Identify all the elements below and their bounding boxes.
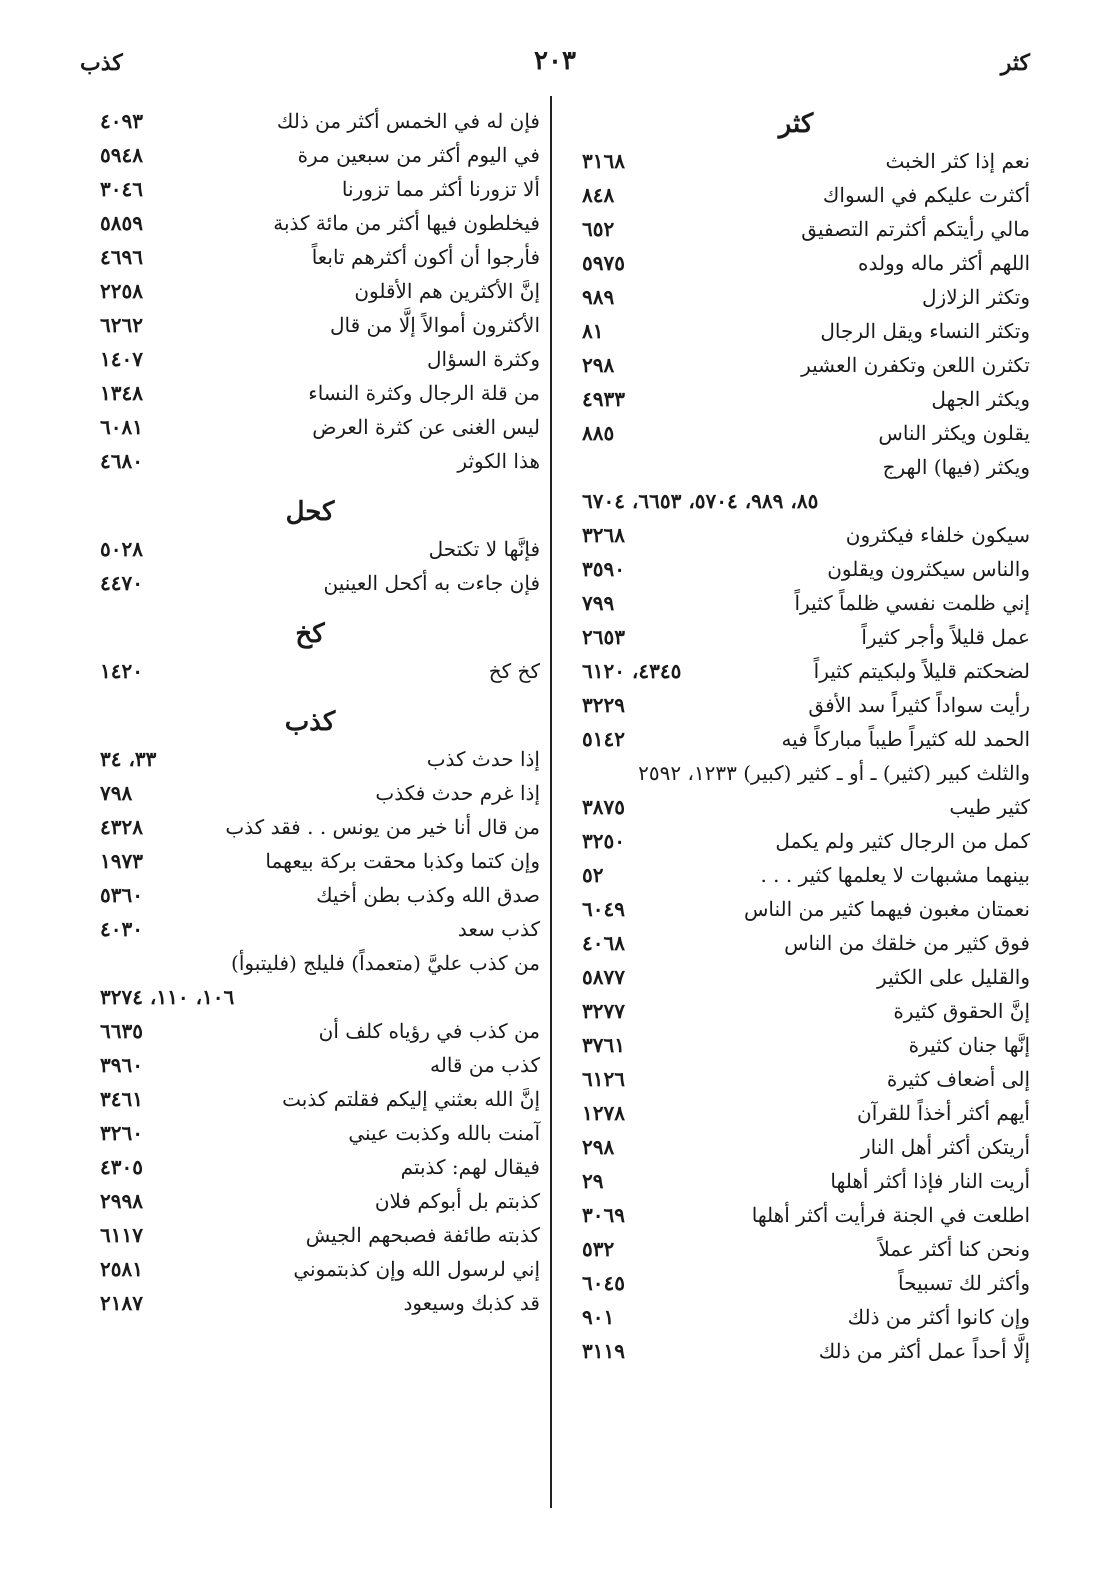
entry-text: نعم إذا كثر الخبث bbox=[885, 149, 1030, 173]
index-entry bbox=[562, 824, 1030, 858]
entry-text: الأكثرون أموالاً إلَّا من قال bbox=[330, 313, 540, 337]
entry-reference: ٣٠٦٩ bbox=[582, 1203, 625, 1227]
section-heading: كثر bbox=[778, 109, 814, 139]
entry-reference: ٨٥، ٩٨٩، ٥٧٠٤، ٦٦٥٣، ٦٧٠٤ bbox=[582, 489, 819, 513]
entry-text: وأكثر لك تسبيحاً bbox=[898, 1271, 1030, 1295]
index-entry bbox=[562, 280, 1030, 314]
section-heading: كذب bbox=[284, 707, 336, 737]
index-entry bbox=[562, 178, 1030, 212]
entry-reference: ٢٩ bbox=[582, 1169, 604, 1193]
entry-reference: ٧٩٨ bbox=[100, 781, 133, 805]
index-entry bbox=[562, 858, 1030, 892]
entry-text: لضحكتم قليلاً ولبكيتم كثيراً bbox=[813, 659, 1030, 683]
header-left-word: كذب bbox=[80, 50, 123, 76]
entry-text: من قال أنا خير من يونس . . فقد كذب bbox=[225, 815, 540, 839]
entry-reference: ٥٨٥٩ bbox=[100, 211, 143, 235]
index-entry bbox=[562, 348, 1030, 382]
entry-text: أريتكن أكثر أهل النار bbox=[861, 1135, 1030, 1159]
entry-reference: ٩٨٩ bbox=[582, 285, 615, 309]
entry-text: وتكثر الزلازل bbox=[922, 285, 1030, 309]
entry-text: والثلث كبير (كثير) ـ أو ـ كثير (كبير) ١٢٣٣، ٢٥٩٢ bbox=[638, 761, 1030, 785]
entry-text: ويكثر الجهل bbox=[931, 387, 1030, 411]
entry-reference: ٨٨٥ bbox=[582, 421, 615, 445]
index-entry bbox=[562, 722, 1030, 756]
entry-reference: ٣١٦٨ bbox=[582, 149, 625, 173]
index-entry bbox=[80, 104, 540, 138]
entry-reference: ٨٤٨ bbox=[582, 183, 615, 207]
entry-reference: ٣٢٧٧ bbox=[582, 999, 625, 1023]
entry-text: فإنَّها لا تكتحل bbox=[428, 537, 540, 561]
entry-text: فيقال لهم: كذبتم bbox=[400, 1155, 540, 1179]
entry-reference: ٦٥٢ bbox=[582, 217, 615, 241]
entry-reference: ٢٩٨ bbox=[582, 353, 615, 377]
index-entry bbox=[80, 1082, 540, 1116]
index-entry bbox=[562, 994, 1030, 1028]
entry-reference: ٣٨٧٥ bbox=[582, 795, 625, 819]
entry-reference: ٢٢٥٨ bbox=[100, 279, 143, 303]
entry-reference: ٢٥٨١ bbox=[100, 1257, 143, 1281]
entry-text: ويكثر (فيها) الهرج bbox=[882, 455, 1030, 479]
entry-text: كثير طيب bbox=[949, 795, 1030, 819]
entry-text: إنَّ الأكثرين هم الأقلون bbox=[354, 279, 540, 303]
entry-reference: ١٠٦، ١١٠، ٣٢٧٤ bbox=[100, 985, 235, 1009]
entry-text: إنَّ الحقوق كثيرة bbox=[893, 999, 1030, 1023]
entry-reference: ١٢٧٨ bbox=[582, 1101, 625, 1125]
index-entry bbox=[80, 1014, 540, 1048]
entry-text: بينهما مشبهات لا يعلمها كثير . . . bbox=[760, 863, 1030, 887]
entry-text: اللهم أكثر ماله وولده bbox=[857, 251, 1030, 275]
entry-text: كذب من قاله bbox=[430, 1053, 540, 1077]
entry-text: آمنت بالله وكذبت عيني bbox=[348, 1121, 540, 1145]
index-entry bbox=[80, 742, 540, 776]
entry-text: إذا غرم حدث فكذب bbox=[375, 781, 540, 805]
entry-text: سيكون خلفاء فيكثرون bbox=[845, 523, 1030, 547]
entry-reference: ٣٢٢٩ bbox=[582, 693, 625, 717]
entry-text: رأيت سواداً كثيراً سد الأفق bbox=[808, 693, 1030, 717]
entry-text: كخ كخ bbox=[488, 659, 540, 683]
left-column bbox=[80, 104, 540, 1320]
entry-reference: ٥٨٧٧ bbox=[582, 965, 625, 989]
index-entry bbox=[562, 620, 1030, 654]
index-entry bbox=[562, 416, 1030, 450]
entry-reference: ٤٠٩٣ bbox=[100, 109, 143, 133]
entry-reference: ٣٧٦١ bbox=[582, 1033, 625, 1057]
index-entry bbox=[80, 912, 540, 946]
index-entry bbox=[80, 376, 540, 410]
entry-reference: ٤٩٣٣ bbox=[582, 387, 625, 411]
entry-text: إلَّا أحداً عمل أكثر من ذلك bbox=[818, 1339, 1030, 1363]
entry-reference: ٤٣٤٥، ٦١٢٠ bbox=[582, 659, 682, 683]
entry-reference: ٤٦٨٠ bbox=[100, 449, 143, 473]
entry-text: من كذب في رؤياه كلف أن bbox=[318, 1019, 540, 1043]
index-entry bbox=[562, 892, 1030, 926]
index-entry bbox=[562, 654, 1030, 688]
entry-reference: ٢٩٨ bbox=[582, 1135, 615, 1159]
entry-text: يقلون ويكثر الناس bbox=[878, 421, 1030, 445]
index-entry bbox=[80, 776, 540, 810]
entry-text: مالي رأيتكم أكثرتم التصفيق bbox=[801, 217, 1030, 241]
index-entry bbox=[80, 1184, 540, 1218]
entry-reference: ٤٠٦٨ bbox=[582, 931, 625, 955]
entry-text: إني لرسول الله وإن كذبتموني bbox=[293, 1257, 540, 1281]
entry-reference: ٥٣٦٠ bbox=[100, 883, 143, 907]
index-entry bbox=[562, 688, 1030, 722]
index-entry bbox=[80, 878, 540, 912]
index-entry bbox=[562, 382, 1030, 416]
entry-reference: ٥٢ bbox=[582, 863, 604, 887]
index-entry bbox=[80, 342, 540, 376]
section-heading: كخ bbox=[295, 619, 325, 649]
entry-reference: ٣٣، ٣٤ bbox=[100, 747, 157, 771]
entry-reference: ٥١٤٢ bbox=[582, 727, 625, 751]
reference-list-row bbox=[80, 980, 540, 1014]
entry-reference: ١٤٠٧ bbox=[100, 347, 143, 371]
reference-list-row bbox=[562, 484, 1030, 518]
index-entry bbox=[562, 1266, 1030, 1300]
entry-reference: ٣٢٥٠ bbox=[582, 829, 625, 853]
entry-reference: ١٣٤٨ bbox=[100, 381, 143, 405]
entry-text: ألا تزورنا أكثر مما تزورنا bbox=[341, 177, 540, 201]
index-entry bbox=[562, 1300, 1030, 1334]
entry-text: تكثرن اللعن وتكفرن العشير bbox=[801, 353, 1030, 377]
header-right-word: كثر bbox=[1000, 50, 1030, 76]
entry-text: فوق كثير من خلقك من الناس bbox=[784, 931, 1030, 955]
index-entry bbox=[80, 240, 540, 274]
index-entry bbox=[80, 654, 540, 688]
entry-reference: ٣٩٦٠ bbox=[100, 1053, 143, 1077]
index-entry bbox=[562, 314, 1030, 348]
entry-text: الحمد لله كثيراً طيباً مباركاً فيه bbox=[781, 727, 1030, 751]
index-entry bbox=[562, 756, 1030, 790]
entry-reference: ٢١٨٧ bbox=[100, 1291, 143, 1315]
entry-reference: ٨١ bbox=[582, 319, 604, 343]
entry-reference: ٣٢٦٠ bbox=[100, 1121, 143, 1145]
entry-text: وتكثر النساء ويقل الرجال bbox=[820, 319, 1030, 343]
entry-reference: ١٤٢٠ bbox=[100, 659, 143, 683]
index-entry bbox=[80, 844, 540, 878]
index-entry bbox=[562, 926, 1030, 960]
entry-text: كذبته طائفة فصبحهم الجيش bbox=[305, 1223, 540, 1247]
index-entry bbox=[80, 1286, 540, 1320]
index-entry bbox=[80, 1048, 540, 1082]
entry-text: قد كذبك وسيعود bbox=[403, 1291, 540, 1315]
entry-text: أيهم أكثر أخذاً للقرآن bbox=[857, 1101, 1030, 1125]
entry-text: والقليل على الكثير bbox=[877, 965, 1030, 989]
index-entry bbox=[562, 212, 1030, 246]
index-entry bbox=[80, 1150, 540, 1184]
entry-text: هذا الكوثر bbox=[457, 449, 540, 473]
entry-reference: ٥٩٧٥ bbox=[582, 251, 625, 275]
entry-text: فيخلطون فيها أكثر من مائة كذبة bbox=[273, 211, 540, 235]
index-entry bbox=[80, 532, 540, 566]
entry-text: إنَّ الله بعثني إليكم فقلتم كذبت bbox=[282, 1087, 540, 1111]
entry-reference: ٥٩٤٨ bbox=[100, 143, 143, 167]
entry-text: في اليوم أكثر من سبعين مرة bbox=[297, 143, 540, 167]
entry-reference: ٥٣٢ bbox=[582, 1237, 615, 1261]
index-entry bbox=[562, 1198, 1030, 1232]
entry-reference: ٣٠٤٦ bbox=[100, 177, 143, 201]
entry-reference: ٦٠٤٥ bbox=[582, 1271, 625, 1295]
entry-text: كمل من الرجال كثير ولم يكمل bbox=[775, 829, 1030, 853]
index-entry bbox=[562, 552, 1030, 586]
index-entry bbox=[562, 450, 1030, 484]
index-entry bbox=[80, 1252, 540, 1286]
index-entry bbox=[562, 960, 1030, 994]
entry-text: اطلعت في الجنة فرأيت أكثر أهلها bbox=[751, 1203, 1030, 1227]
entry-reference: ٤٣٠٥ bbox=[100, 1155, 143, 1179]
index-entry bbox=[562, 1028, 1030, 1062]
entry-reference: ٦٠٨١ bbox=[100, 415, 143, 439]
entry-text: إني ظلمت نفسي ظلماً كثيراً bbox=[794, 591, 1030, 615]
entry-reference: ٦١٢٦ bbox=[582, 1067, 625, 1091]
index-entry bbox=[562, 246, 1030, 280]
entry-text: فإن له في الخمس أكثر من ذلك bbox=[276, 109, 540, 133]
index-entry bbox=[562, 1232, 1030, 1266]
entry-text: ونحن كنا أكثر عملاً bbox=[878, 1237, 1030, 1261]
index-entry bbox=[562, 586, 1030, 620]
index-entry bbox=[80, 410, 540, 444]
entry-text: وكثرة السؤال bbox=[427, 347, 540, 371]
entry-text: أكثرت عليكم في السواك bbox=[822, 183, 1030, 207]
index-entry bbox=[80, 308, 540, 342]
entry-text: من قلة الرجال وكثرة النساء bbox=[308, 381, 540, 405]
entry-text: فإن جاءت به أكحل العينين bbox=[323, 571, 540, 595]
entry-reference: ٧٩٩ bbox=[582, 591, 615, 615]
entry-reference: ١٩٧٣ bbox=[100, 849, 143, 873]
index-entry bbox=[80, 1218, 540, 1252]
index-entry bbox=[80, 172, 540, 206]
entry-text: نعمتان مغبون فيهما كثير من الناس bbox=[743, 897, 1030, 921]
index-entry bbox=[80, 274, 540, 308]
right-column bbox=[562, 104, 1030, 1368]
entry-reference: ٣٥٩٠ bbox=[582, 557, 625, 581]
entry-reference: ٥٠٢٨ bbox=[100, 537, 143, 561]
entry-text: فأرجوا أن أكون أكثرهم تابعاً bbox=[311, 245, 540, 269]
entry-reference: ٦٠٤٩ bbox=[582, 897, 625, 921]
column-divider bbox=[550, 96, 552, 1508]
entry-text: كذب سعد bbox=[457, 917, 540, 941]
index-entry bbox=[562, 1164, 1030, 1198]
entry-text: كذبتم بل أبوكم فلان bbox=[374, 1189, 540, 1213]
entry-reference: ٣١١٩ bbox=[582, 1339, 625, 1363]
entry-reference: ٤٤٧٠ bbox=[100, 571, 143, 595]
entry-text: أريت النار فإذا أكثر أهلها bbox=[830, 1169, 1030, 1193]
entry-text: ليس الغنى عن كثرة العرض bbox=[312, 415, 540, 439]
index-entry bbox=[562, 1096, 1030, 1130]
entry-reference: ٣٤٦١ bbox=[100, 1087, 143, 1111]
entry-reference: ٤٦٩٦ bbox=[100, 245, 143, 269]
entry-reference: ٢٦٥٣ bbox=[582, 625, 625, 649]
index-entry bbox=[562, 1062, 1030, 1096]
entry-reference: ٦٢٦٢ bbox=[100, 313, 143, 337]
index-entry bbox=[80, 566, 540, 600]
entry-reference: ٤٣٢٨ bbox=[100, 815, 143, 839]
index-entry bbox=[80, 138, 540, 172]
entry-text: إذا حدث كذب bbox=[426, 747, 540, 771]
entry-text: عمل قليلاً وأجر كثيراً bbox=[861, 625, 1030, 649]
page-header bbox=[80, 42, 1030, 82]
index-entry bbox=[562, 1334, 1030, 1368]
entry-text: وإن كانوا أكثر من ذلك bbox=[847, 1305, 1030, 1329]
index-entry bbox=[562, 144, 1030, 178]
index-entry bbox=[80, 810, 540, 844]
entry-reference: ٦٦٣٥ bbox=[100, 1019, 143, 1043]
entry-reference: ٩٠١ bbox=[582, 1305, 615, 1329]
index-entry bbox=[80, 206, 540, 240]
entry-reference: ٣٢٦٨ bbox=[582, 523, 625, 547]
entry-text: وإن كتما وكذبا محقت بركة بيعهما bbox=[265, 849, 540, 873]
section-heading: كحل bbox=[285, 497, 335, 527]
entry-reference: ٤٠٣٠ bbox=[100, 917, 143, 941]
page-number: ٢٠٣ bbox=[534, 46, 576, 76]
entry-text: إنَّها جنان كثيرة bbox=[908, 1033, 1030, 1057]
index-entry bbox=[562, 1130, 1030, 1164]
index-entry bbox=[80, 444, 540, 478]
entry-reference: ٦١١٧ bbox=[100, 1223, 143, 1247]
index-entry bbox=[80, 946, 540, 980]
entry-text: والناس سيكثرون ويقلون bbox=[827, 557, 1030, 581]
entry-text: إلى أضعاف كثيرة bbox=[886, 1067, 1030, 1091]
index-entry bbox=[562, 790, 1030, 824]
index-entry bbox=[562, 518, 1030, 552]
index-entry bbox=[80, 1116, 540, 1150]
entry-text: من كذب عليَّ (متعمداً) فليلج (فليتبوأ) bbox=[231, 951, 540, 975]
entry-text: صدق الله وكذب بطن أخيك bbox=[316, 883, 540, 907]
entry-reference: ٢٩٩٨ bbox=[100, 1189, 143, 1213]
